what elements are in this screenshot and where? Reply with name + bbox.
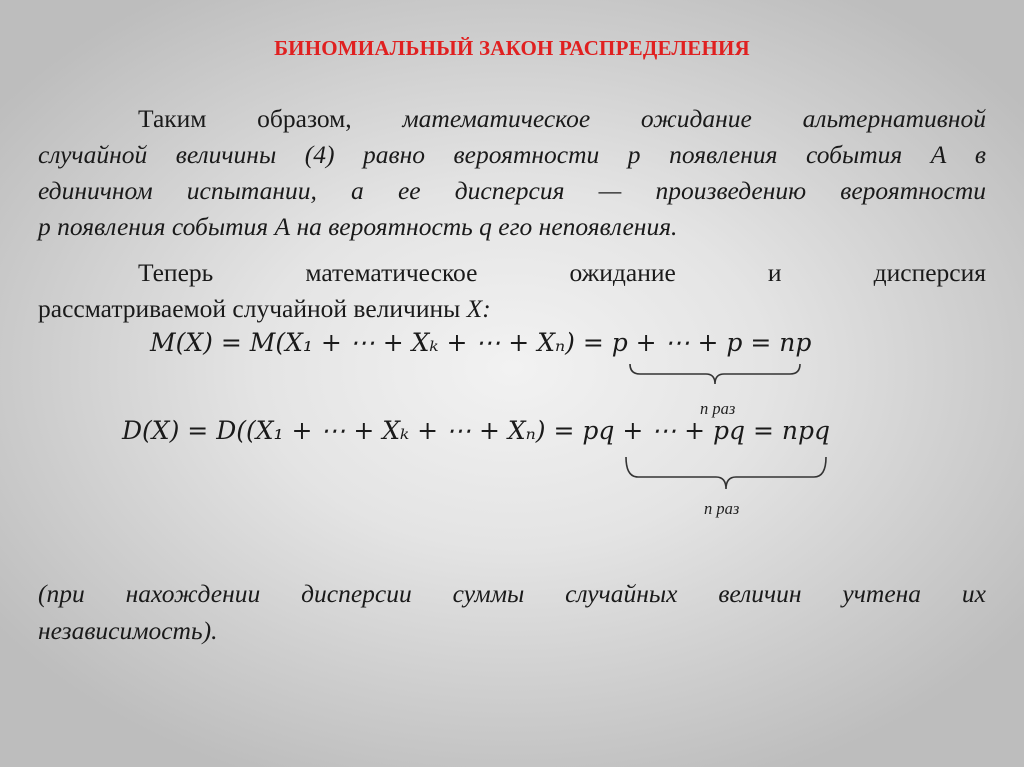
- paragraph2-line2-text: рассматриваемой случайной величины: [38, 294, 461, 323]
- paragraph2-line2: [38, 291, 986, 327]
- paragraph2-line1-text: Теперь математическое ожидание и дисперсия: [138, 258, 986, 287]
- paragraph1-line1-rest: математическое ожидание альтернативной: [402, 104, 986, 133]
- paragraph3-line1: (при нахождении дисперсии суммы случайных величин учтена их: [38, 579, 986, 608]
- paragraph1-line4: р появления события А на вероятность q его непоявления.: [38, 212, 678, 241]
- paragraph3-line2: независимость).: [38, 616, 218, 645]
- paragraph1-lead: Таким образом,: [138, 104, 352, 133]
- variable-x: X:: [466, 294, 491, 323]
- paragraph-note: [38, 575, 986, 649]
- paragraph1-line2: случайной величины (4) равно вероятности р появления события А в: [38, 140, 986, 169]
- brace-variance: [624, 455, 828, 495]
- formula-expectation: M(X) = M(X₁ + ⋯ + Xₖ + ⋯ + Xₙ) = p + ⋯ + p = np: [150, 328, 812, 357]
- paragraph-expectation-variance: [38, 101, 986, 245]
- slide-title: БИНОМИАЛЬНЫЙ ЗАКОН РАСПРЕДЕЛЕНИЯ: [274, 36, 750, 60]
- formula-variance: D(X) = D((X₁ + ⋯ + Xₖ + ⋯ + Xₙ) = pq + ⋯ + pq = npq: [122, 416, 831, 445]
- paragraph1-line3: единичном испытании, а ее дисперсия — произведению вероятности: [38, 176, 986, 205]
- brace-expectation: [628, 362, 802, 392]
- paragraph1-line1: [38, 101, 986, 137]
- brace-label-variance: n раз: [704, 499, 740, 518]
- brace-label-expectation: n раз: [700, 399, 736, 418]
- paragraph2-line1: [38, 255, 986, 291]
- paragraph-now: [38, 255, 986, 327]
